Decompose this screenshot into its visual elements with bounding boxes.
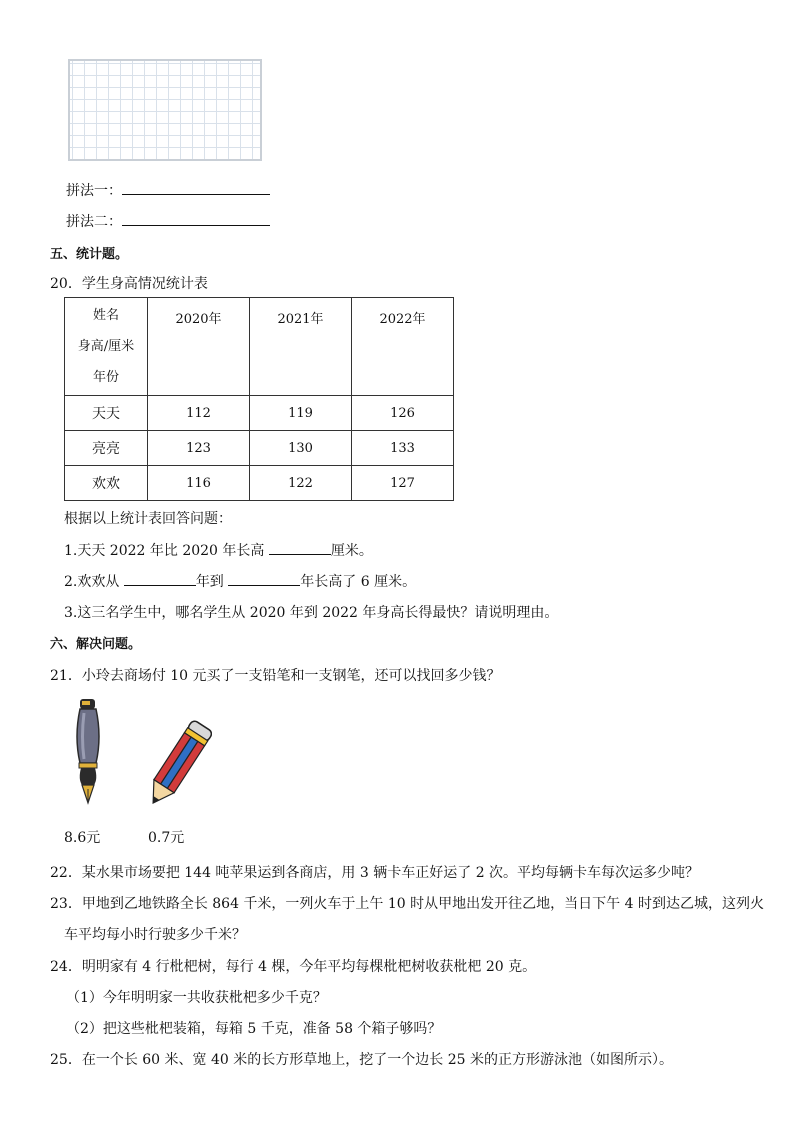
q24-text: 24．明明家有 4 行枇杷树，每行 4 棵，今年平均每棵枇杷树收获枇杷 20 克。 bbox=[50, 959, 537, 975]
method2-label: 拼法二： bbox=[66, 214, 122, 230]
table-row bbox=[65, 431, 454, 466]
table-cell: 116 bbox=[148, 466, 250, 501]
q22-text: 22．某水果市场要把 144 吨苹果运到各商店，用 3 辆卡车正好运了 2 次。平均每辆卡车每次运多少吨？ bbox=[50, 865, 700, 881]
table-cell: 127 bbox=[352, 466, 454, 501]
method1-line bbox=[66, 180, 270, 200]
header-diagonal-cell bbox=[65, 298, 148, 396]
q20-prompt: 根据以上统计表回答问题： bbox=[64, 511, 232, 527]
table-row bbox=[65, 466, 454, 501]
q20-sub2 bbox=[64, 571, 416, 591]
col-header-2021: 2021年 bbox=[250, 298, 352, 396]
q20-sub2-blank1[interactable] bbox=[124, 571, 196, 586]
method2-line bbox=[66, 211, 270, 231]
height-table bbox=[64, 297, 454, 501]
header-year: 年份 bbox=[92, 370, 119, 385]
table-cell: 126 bbox=[352, 396, 454, 431]
section6-title: 六、解决问题。 bbox=[50, 637, 142, 652]
q23-line2: 车平均每小时行驶多少千米？ bbox=[64, 927, 246, 943]
q20-sub1 bbox=[64, 540, 373, 560]
q20-sub2-end: 年长高了 6 厘米。 bbox=[300, 574, 417, 590]
q23-line1: 23．甲地到乙地铁路全长 864 千米，一列火车于上午 10 时从甲地出发开往乙地，当日下午 4 时到达乙城，这列火 bbox=[50, 896, 764, 912]
pen-price: 8.6元 bbox=[64, 830, 101, 846]
q20-sub2-mid: 年到 bbox=[195, 574, 229, 590]
header-name: 姓名 bbox=[92, 308, 119, 323]
q20-sub1-unit: 厘米。 bbox=[330, 543, 373, 559]
section5-title: 五、统计题。 bbox=[50, 247, 129, 262]
table-cell: 119 bbox=[250, 396, 352, 431]
table-cell: 130 bbox=[250, 431, 352, 466]
col-header-2022: 2022年 bbox=[352, 298, 454, 396]
row-name: 天天 bbox=[65, 396, 148, 431]
header-height: 身高/厘米 bbox=[77, 339, 135, 354]
col-header-2020: 2020年 bbox=[148, 298, 250, 396]
q24-sub2: （2）把这些枇杷装箱，每箱 5 千克，准备 58 个箱子够吗？ bbox=[66, 1021, 442, 1037]
q20-sub2-blank2[interactable] bbox=[228, 571, 300, 586]
grid-paper bbox=[68, 59, 262, 161]
table-cell: 112 bbox=[148, 396, 250, 431]
row-name: 亮亮 bbox=[65, 431, 148, 466]
table-row bbox=[65, 396, 454, 431]
q20-title: 20．学生身高情况统计表 bbox=[50, 276, 208, 292]
q20-sub1-blank[interactable] bbox=[269, 540, 331, 555]
pencil-price: 0.7元 bbox=[148, 830, 185, 846]
q24-sub1: （1）今年明明家一共收获枇杷多少千克？ bbox=[66, 990, 327, 1006]
q21-text: 21．小玲去商场付 10 元买了一支铅笔和一支钢笔，还可以找回多少钱？ bbox=[50, 668, 501, 684]
q20-sub2-text: 2.欢欢从 bbox=[64, 574, 124, 590]
fountain-pen-icon bbox=[70, 697, 106, 807]
method1-label: 拼法一： bbox=[66, 183, 122, 199]
row-name: 欢欢 bbox=[65, 466, 148, 501]
q20-sub3: 3.这三名学生中，哪名学生从 2020 年到 2022 年身高长得最快？请说明理由。 bbox=[64, 605, 559, 621]
table-cell: 122 bbox=[250, 466, 352, 501]
table-cell: 133 bbox=[352, 431, 454, 466]
pencil-icon bbox=[146, 717, 212, 813]
q20-sub1-text: 1.天天 2022 年比 2020 年长高 bbox=[64, 543, 269, 559]
q25-text: 25．在一个长 60 米、宽 40 米的长方形草地上，挖了一个边长 25 米的正方形游泳池（如图所示）。 bbox=[50, 1052, 673, 1068]
method2-blank[interactable] bbox=[122, 211, 270, 226]
table-cell: 123 bbox=[148, 431, 250, 466]
method1-blank[interactable] bbox=[122, 180, 270, 195]
